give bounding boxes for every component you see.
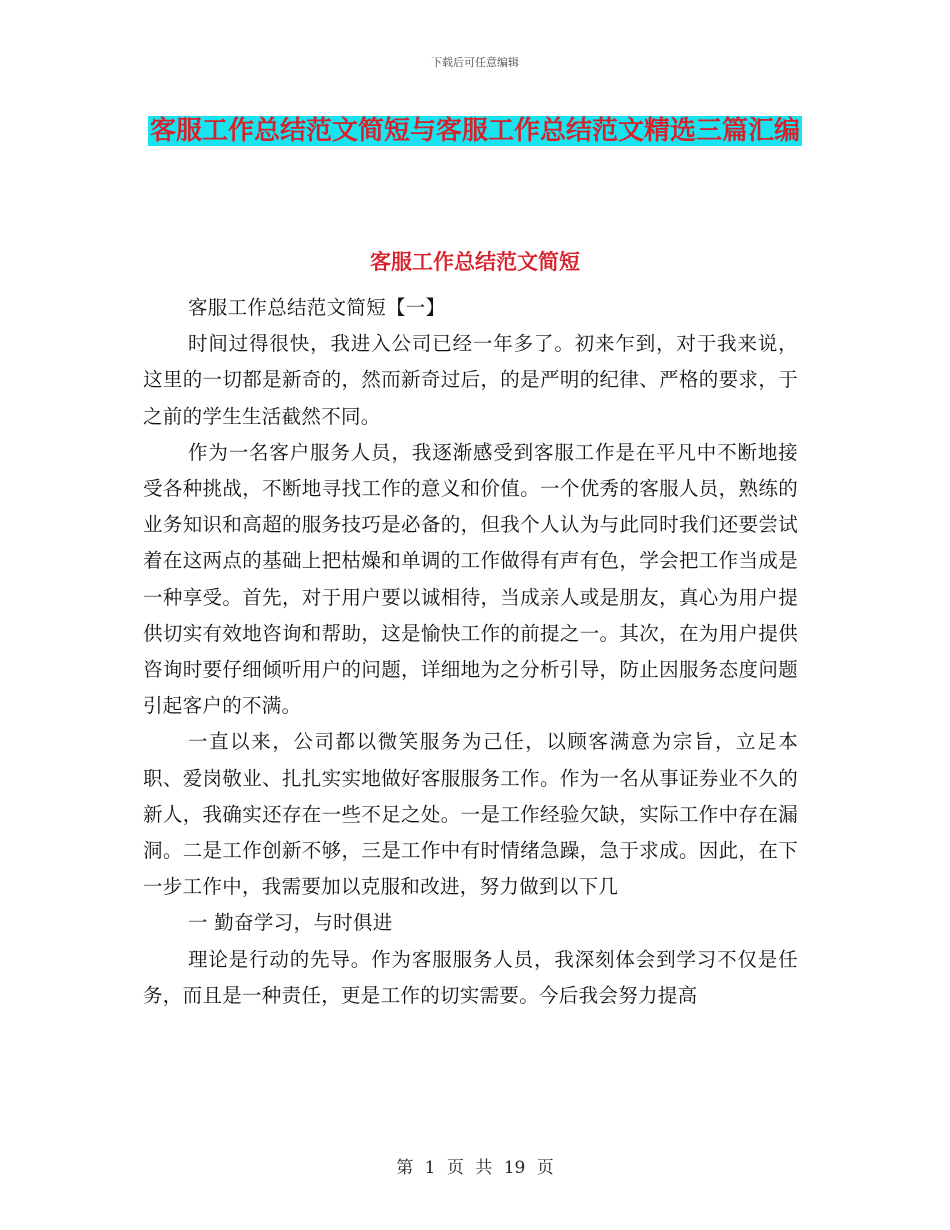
header-note: 下载后可任意编辑: [431, 56, 519, 69]
section-title: 客服工作总结范文简短: [370, 250, 580, 274]
paragraph: 一直以来，公司都以微笑服务为己任，以顾客满意为宗旨，立足本职、爱岗敬业、扎扎实实地做好客服服务工作。作为一名从事证券业不久的新人，我确实还存在一些不足之处。一是工作经验欠缺，实际工作中存在漏洞。二是工作创新不够，三是工作中有时情绪急躁，急于求成。因此，在下一步工作中，我需要加以克服和改进，努力做到以下几: [143, 730, 798, 899]
document-body: [143, 290, 798, 1014]
paragraph: 客服工作总结范文简短【一】: [188, 296, 446, 319]
paragraph: 时间过得很快，我进入公司已经一年多了。初来乍到，对于我来说，这里的一切都是新奇的，然而新奇过后，的是严明的纪律、严格的要求，于之前的学生生活截然不同。: [143, 332, 798, 428]
paragraph: 理论是行动的先导。作为客服服务人员，我深刻体会到学习不仅是任务，而且是一种责任，更是工作的切实需要。今后我会努力提高: [143, 947, 798, 1007]
page-number: 第 1 页 共 19 页: [396, 1158, 554, 1178]
document-title-text: 客服工作总结范文简短与客服工作总结范文精选三篇汇编: [149, 116, 800, 146]
document-title: [140, 108, 810, 155]
paragraph: 一 勤奋学习，与时俱进: [188, 911, 393, 935]
paragraph: 作为一名客户服务人员，我逐渐感受到客服工作是在平凡中不断地接受各种挑战，不断地寻找工作的意义和价值。一个优秀的客服人员，熟练的业务知识和高超的服务技巧是必备的，但我个人认为与此同时我们还要尝试着在这两点的基础上把枯燥和单调的工作做得有声有色，学会把工作当成是一种享受。首先，对于用户要以诚相待，当成亲人或是朋友，真心为用户提供切实有效地咨询和帮助，这是愉快工作的前提之一。其次，在为用户提供咨询时要仔细倾听用户的问题，详细地为之分析引导，防止因服务态度问题引起客户的不满。: [143, 440, 798, 718]
